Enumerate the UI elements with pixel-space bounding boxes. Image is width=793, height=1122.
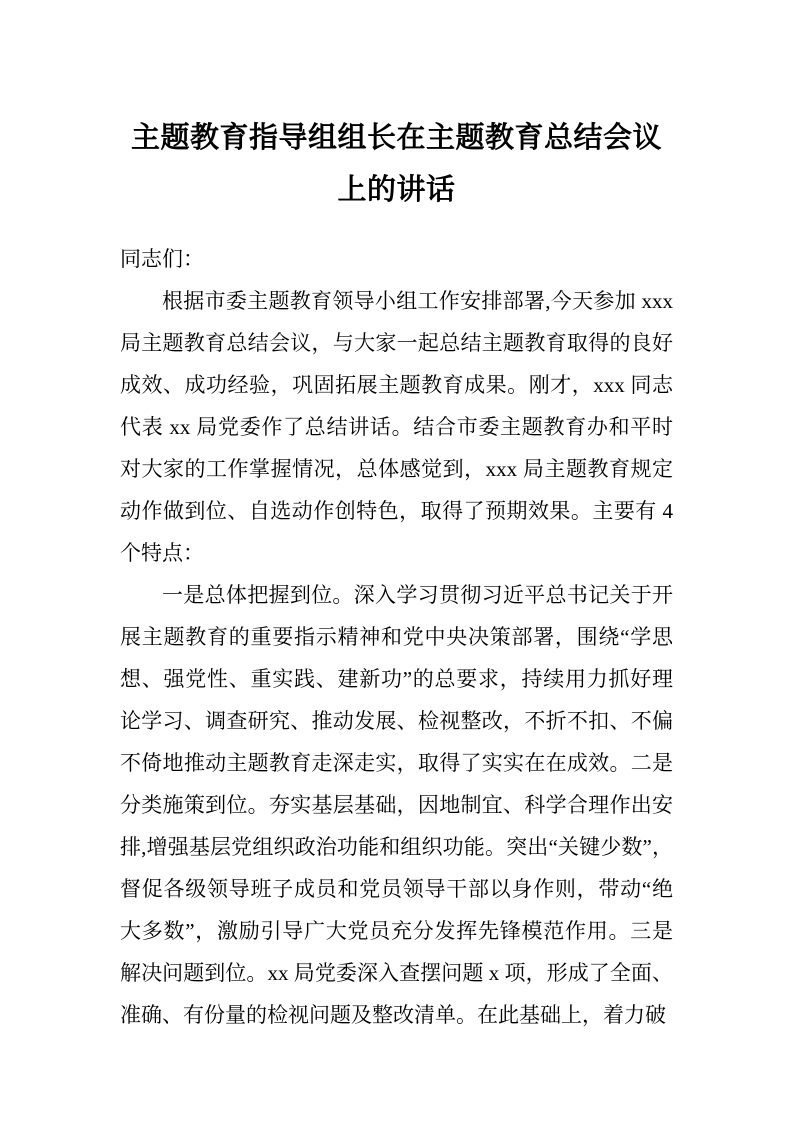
salutation: 同志们： <box>120 247 204 271</box>
paragraph-highlights: 一是总体把握到位。深入学习贯彻习近平总书记关于开展主题教育的重要指示精神和党中央决策部署，围绕“学思想、强党性、重实践、建新功”的总要求，持续用力抓好理论学习、调查研究、推动发展、检视整改，不折不扣、不偏不倚地推动主题教育走深走实，取得了实实在在成效。二是分类施策到位。夯实基层基础，因地制宜、科学合理作出安排,增强基层党组织政治功能和组织功能。突出“关键少数”，督促各级领导班子成员和党员领导干部以身作则，带动“绝大多数”，激励引导广大党员充分发挥先锋模范作用。三是解决问题到位。xx 局党委深入查摆问题 x 项，形成了全面、准确、有份量的检视问题及整改清单。在此基础上，着力破 <box>120 583 673 1027</box>
paragraph-overview: 根据市委主题教育领导小组工作安排部署,今天参加 xxx 局主题教育总结会议，与大家一起总结主题教育取得的良好成效、成功经验，巩固拓展主题教育成果。刚才，xxx 同志代表 xx 局党委作了总结讲话。结合市委主题教育办和平时对大家的工作掌握情况，总体感觉到，xxx 局主题教育规定动作做到位、自选动作创特色，取得了预期效果。主要有 4 个特点： <box>120 289 673 565</box>
document-body <box>120 238 673 1036</box>
document-title: 主题教育指导组组长在主题教育总结会议上的讲话 <box>130 122 662 206</box>
